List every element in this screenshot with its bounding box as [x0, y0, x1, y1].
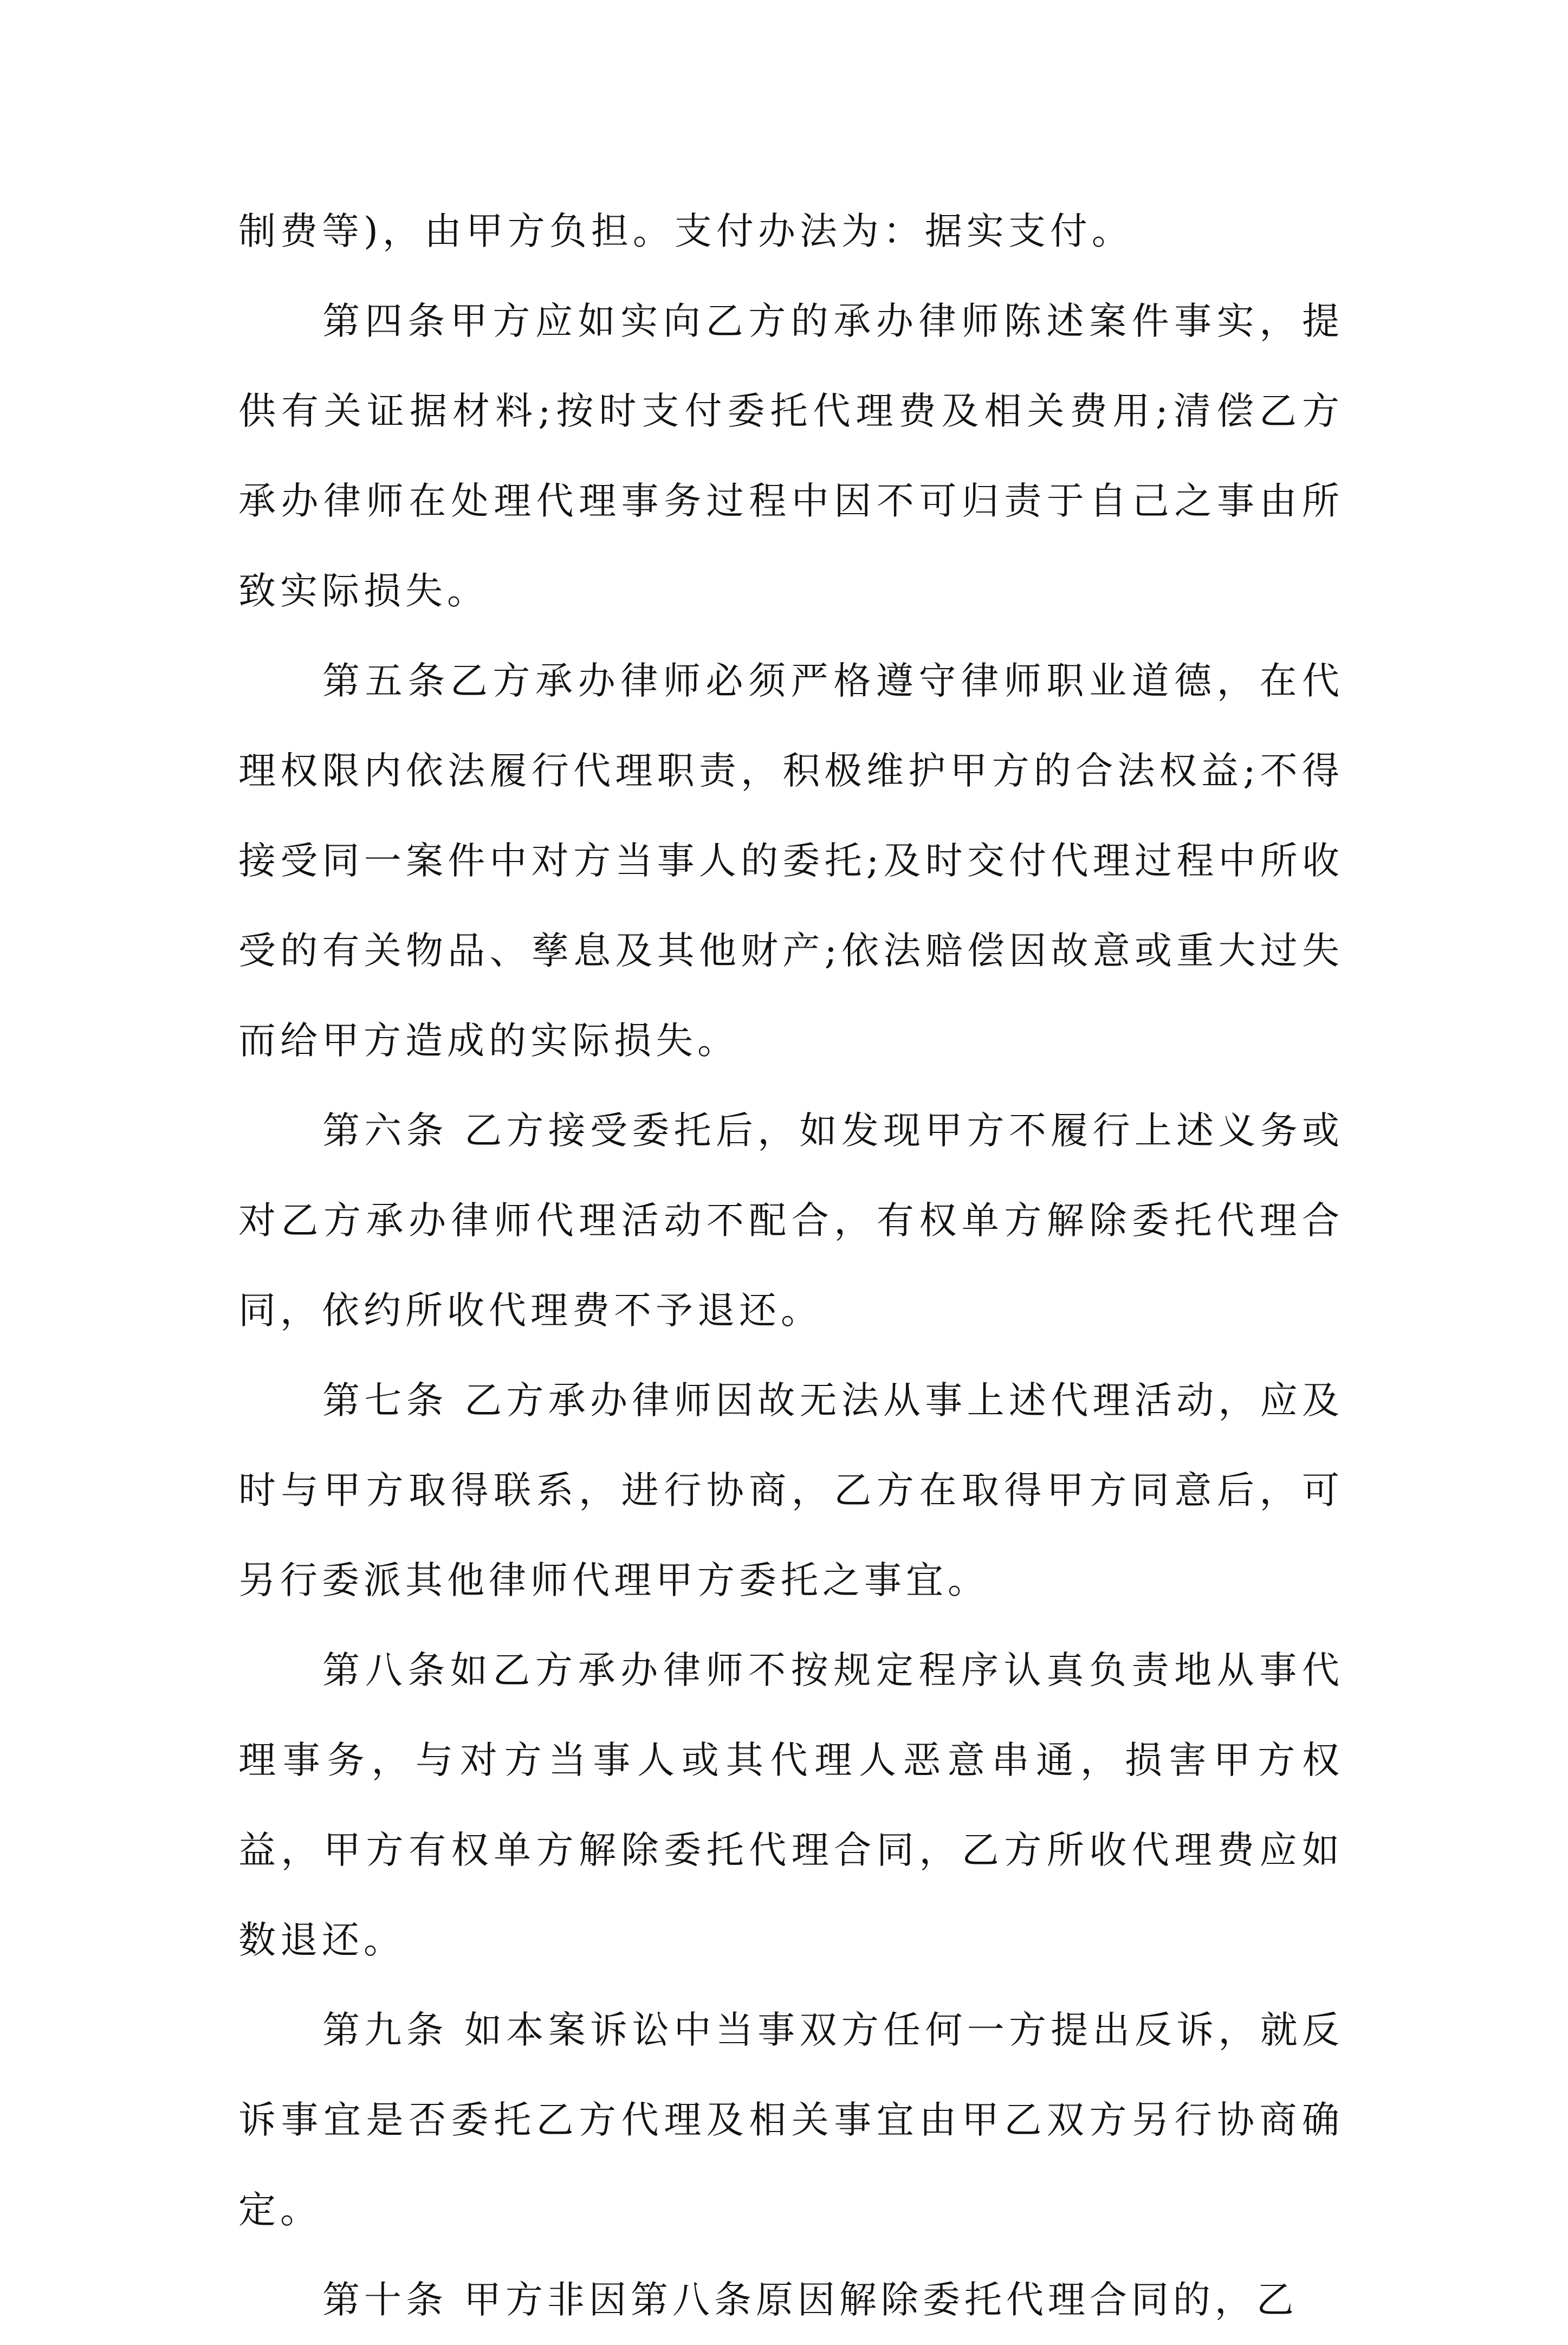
paragraph-article-10: 第十条 甲方非因第八条原因解除委托代理合同的，乙: [322, 2278, 1298, 2322]
paragraph-article-6: 第六条 乙方接受委托后，如发现甲方不履行上述义务或对乙方承办律师代理活动不配合，有权单方解除委托代理合同，依约所收代理费不予退还。: [238, 1109, 1344, 1332]
paragraph-article-8: 第八条如乙方承办律师不按规定程序认真负责地从事代理事务，与对方当事人或其代理人恶意串通，损害甲方权益，甲方有权单方解除委托代理合同，乙方所收代理费应如数退还。: [238, 1649, 1344, 1962]
paragraph-article-7: 第七条 乙方承办律师因故无法从事上述代理活动，应及时与甲方取得联系，进行协商，乙方在取得甲方同意后，可另行委派其他律师代理甲方委托之事宜。: [238, 1379, 1344, 1602]
paragraph-article-5: 第五条乙方承办律师必须严格遵守律师职业道德，在代理权限内依法履行代理职责，积极维护甲方的合法权益;不得接受同一案件中对方当事人的委托;及时交付代理过程中所收受的有关物品、孳息及其他财产;依法赔偿因故意或重大过失而给甲方造成的实际损失。: [238, 659, 1344, 1063]
paragraph-article-4: 第四条甲方应如实向乙方的承办律师陈述案件事实，提供有关证据材料;按时支付委托代理费及相关费用;清偿乙方承办律师在处理代理事务过程中因不可归责于自己之事由所致实际损失。: [238, 300, 1344, 613]
paragraph-article-9: 第九条 如本案诉讼中当事双方任何一方提出反诉，就反诉事宜是否委托乙方代理及相关事宜由甲乙双方另行协商确定。: [238, 2009, 1344, 2232]
document-body: [238, 186, 1344, 2345]
paragraph-continuation: 制费等)，由甲方负担。支付办法为：据实支付。: [238, 210, 1133, 253]
